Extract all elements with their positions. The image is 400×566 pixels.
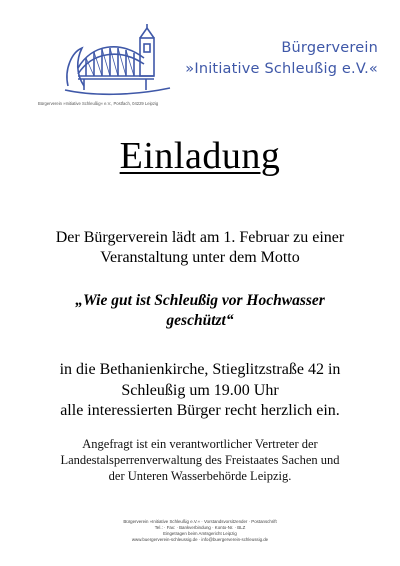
intro-paragraph bbox=[20, 228, 380, 268]
title-text: Einladung bbox=[119, 135, 281, 177]
invite-line3: alle interessierten Bürger recht herzlich ein. bbox=[60, 402, 340, 419]
sender-address-line: Bürgerverein »Initiative Schleußig« e.V., Postfach, 04229 Leipzig bbox=[38, 101, 159, 106]
motto-paragraph bbox=[20, 291, 380, 331]
footer-line3: Eingetragen beim Amtsgericht Leipzig bbox=[163, 531, 237, 536]
org-name-line1: Bürgerverein bbox=[281, 40, 378, 56]
intro-line1: Der Bürgerverein lädt am 1. Februar zu einer bbox=[55, 229, 345, 246]
footer-line4: www.buergerverein-schleussig.de · info@buergerverein-schleussig.de bbox=[131, 537, 269, 542]
note-line3: der Unteren Wasserbehörde Leipzig. bbox=[108, 469, 292, 483]
motto-line2: geschützt“ bbox=[166, 312, 234, 329]
invite-line1: in die Bethanienkirche, Stieglitzstraße 42 in bbox=[59, 361, 341, 378]
note-line1: Angefragt ist ein verantwortlicher Vertreter der bbox=[82, 437, 318, 451]
intro-line2: Veranstaltung unter dem Motto bbox=[100, 249, 300, 266]
page-title bbox=[0, 134, 400, 178]
bridge-logo bbox=[62, 24, 174, 100]
footer-line2: Tel.: · Fax: · Bankverbindung · Konto-Nr. · BLZ bbox=[154, 525, 246, 530]
note-paragraph bbox=[20, 436, 380, 484]
footer-line1: Bürgerverein »Initiative Schleußig e.V.« · Vorstandsvorsitzender · Postanschrift bbox=[123, 519, 277, 524]
footer-contact bbox=[60, 519, 340, 543]
organization-name bbox=[185, 38, 378, 80]
motto-line1: „Wie gut ist Schleußig vor Hochwasser bbox=[75, 292, 325, 309]
location-paragraph bbox=[20, 360, 380, 422]
note-line2: Landestalsperrenverwaltung des Freistaates Sachen und bbox=[60, 453, 340, 467]
org-name-line2: »Initiative Schleußig e.V.« bbox=[185, 61, 378, 77]
invite-line2: Schleußig um 19.00 Uhr bbox=[121, 381, 279, 399]
